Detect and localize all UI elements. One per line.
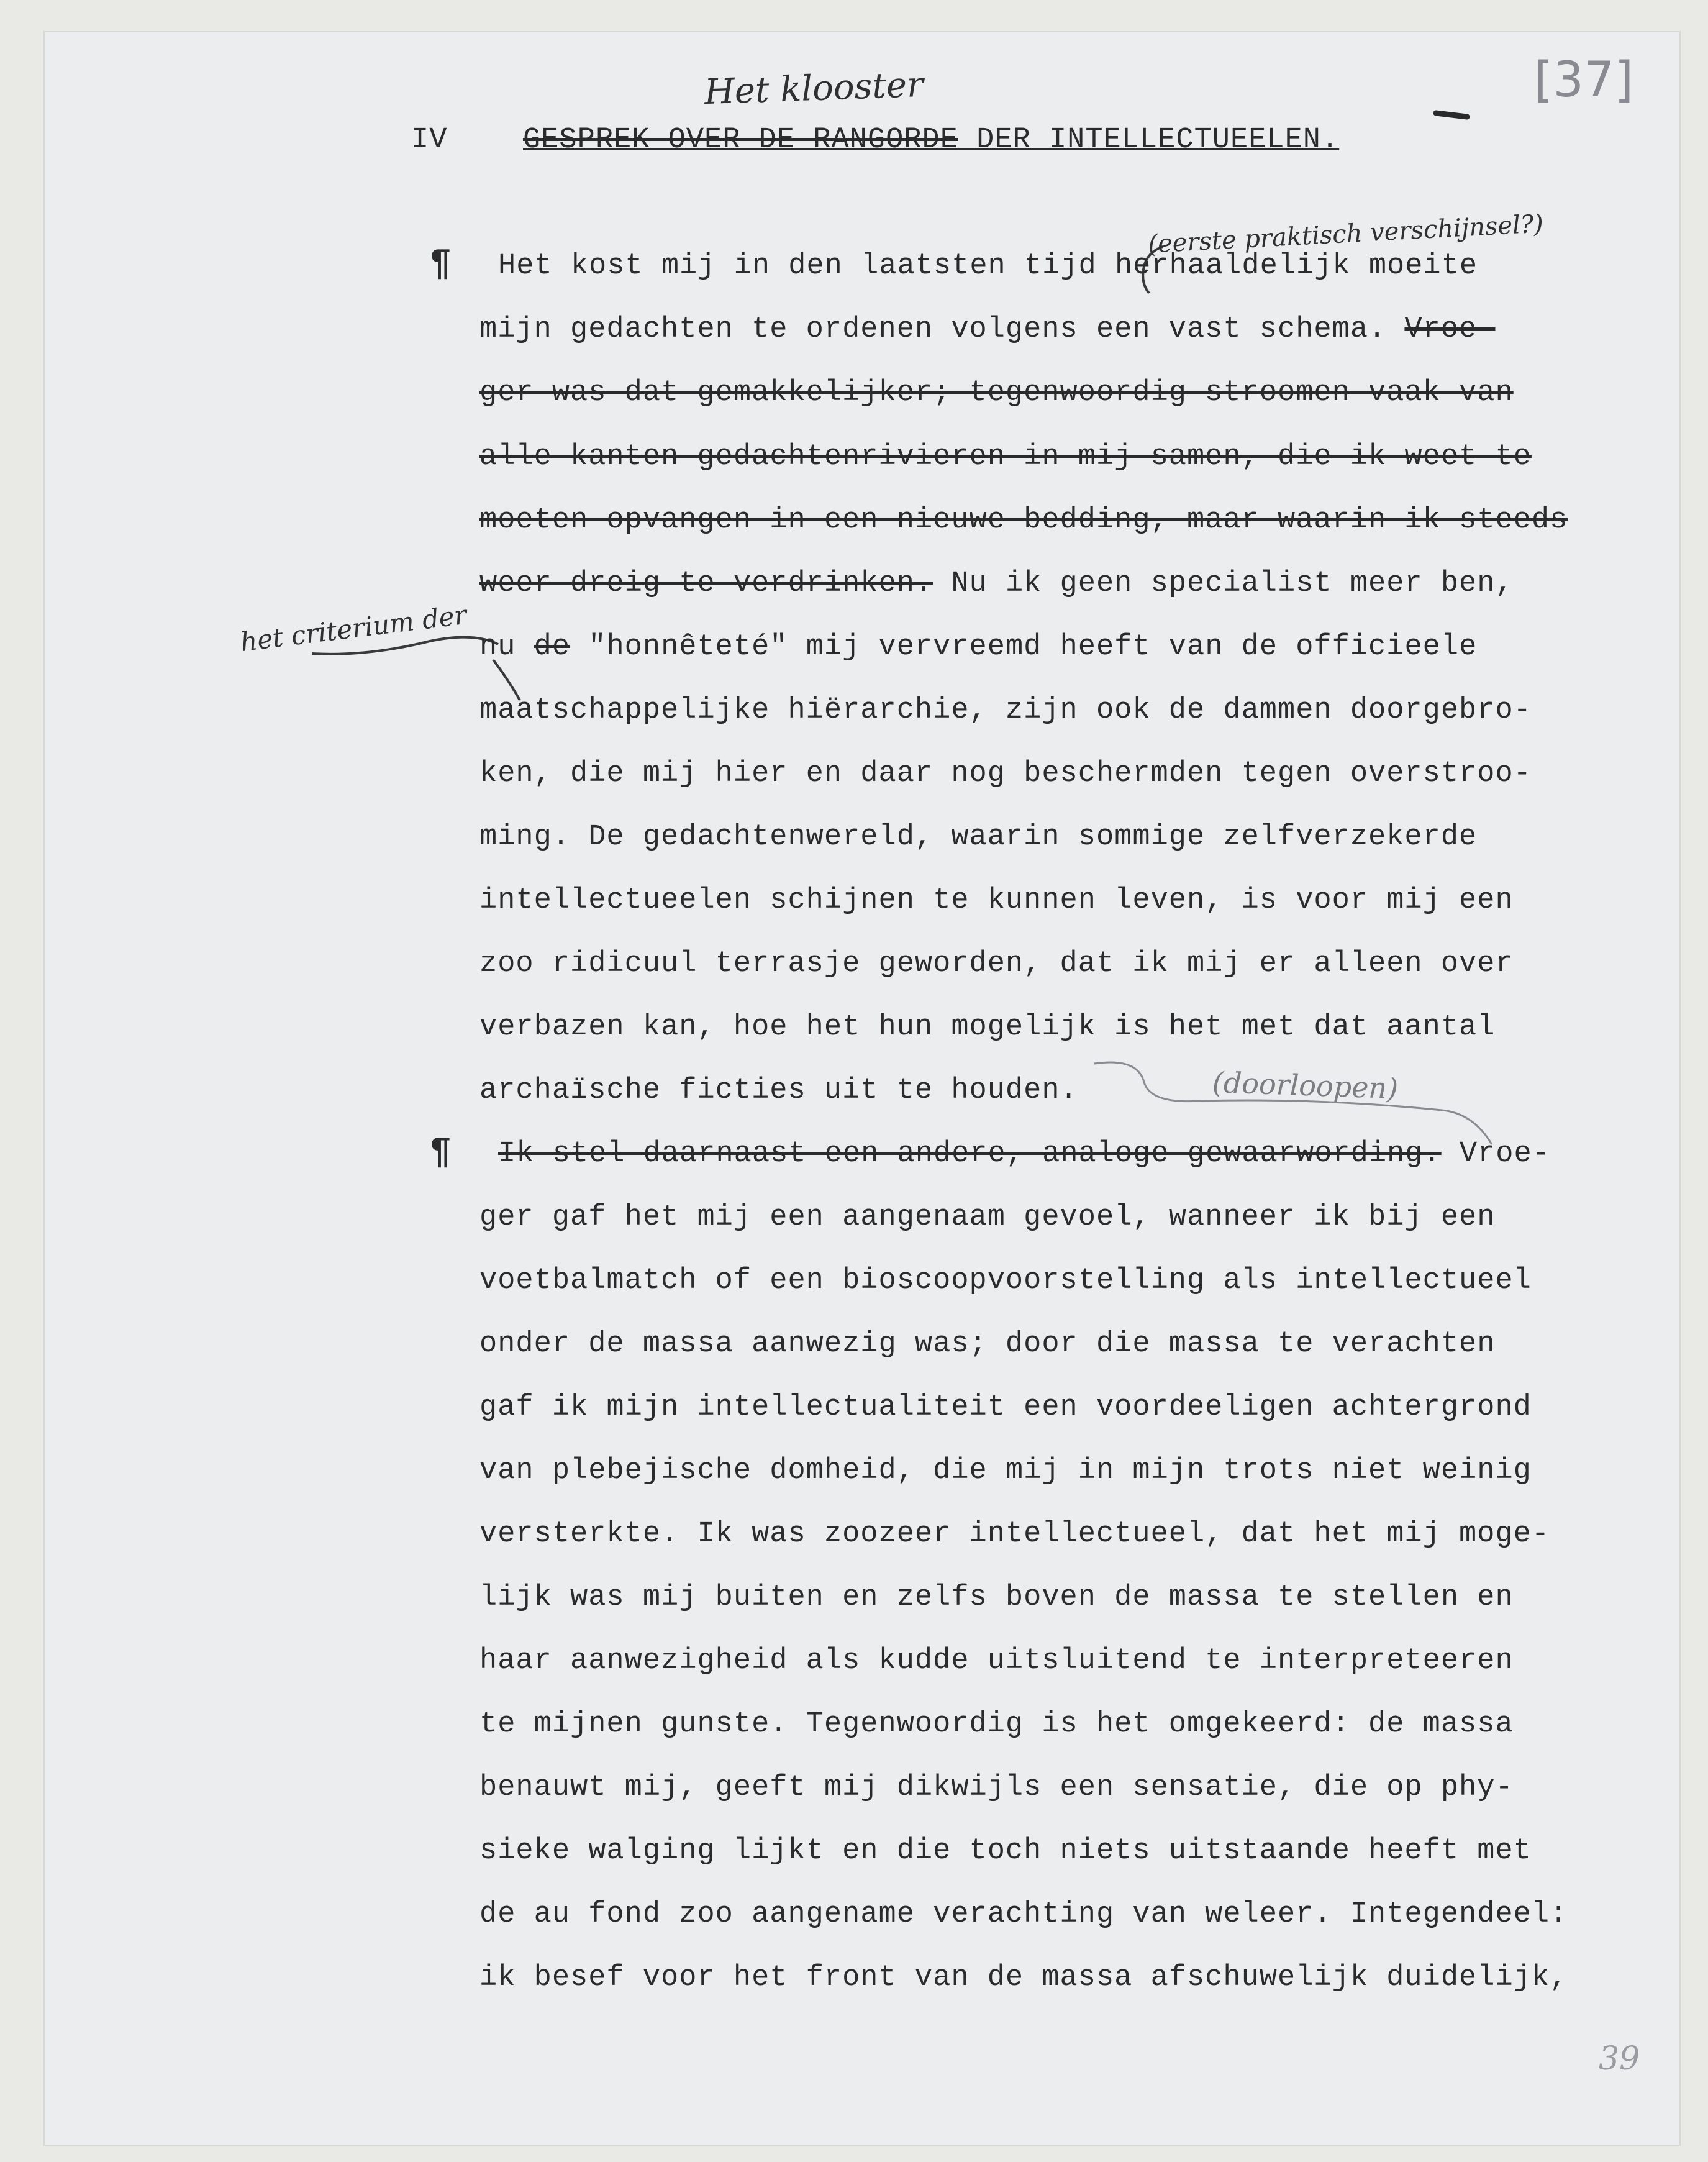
struck-segment: weer dreig te verdrinken.	[479, 567, 933, 600]
line-segment: Nu ik geen specialist meer ben,	[933, 567, 1514, 600]
text-line: onder de massa aanwezig was; door die massa te verachten	[479, 1328, 1496, 1361]
text-line: maatschappelijke hiërarchie, zijn ook de dammen doorgebro-	[479, 694, 1532, 727]
line-segment: "honnêteté" mij vervreemd heeft van de officieele	[570, 631, 1478, 664]
text-line: ming. De gedachtenwereld, waarin sommige zelfverzekerde	[479, 821, 1478, 854]
text-line: versterkte. Ik was zoozeer intellectueel, dat het mij moge-	[479, 1518, 1550, 1551]
top-right-insert: (eerste praktisch verschijnsel?)	[1147, 209, 1545, 259]
title-struck: GESPREK OVER DE RANGORDE	[523, 124, 958, 157]
text-line	[479, 315, 1495, 344]
text-line-struck: moeten opvangen in een nieuwe bedding, maar waarin ik steeds	[479, 504, 1568, 537]
line-segment: mijn gedachten te ordenen volgens een vast schema.	[479, 313, 1405, 346]
text-line: benauwt mij, geeft mij dikwijls een sensatie, die op phy-	[479, 1771, 1514, 1804]
text-line	[479, 632, 1477, 662]
text-line-struck: alle kanten gedachtenrivieren in mij samen, die ik weet te	[479, 440, 1532, 473]
text-line: Het kost mij in den laatsten tijd herhaaldelijk moeite	[498, 250, 1478, 283]
text-line: te mijnen gunste. Tegenwoordig is het omgekeerd: de massa	[479, 1708, 1514, 1741]
text-line: de au fond zoo aangename verachting van weleer. Integendeel:	[479, 1898, 1568, 1931]
text-line-struck: ger was dat gemakkelijker; tegenwoordig stroomen vaak van	[479, 376, 1514, 409]
text-line: haar aanwezigheid als kudde uitsluitend te interpreteeren	[479, 1644, 1514, 1677]
manuscript-page	[45, 32, 1679, 2145]
text-line: sieke walging lijkt en die toch niets uitstaande heeft met	[479, 1835, 1532, 1868]
struck-segment: Vroe-	[1404, 313, 1496, 346]
text-line	[479, 569, 1514, 598]
line-segment: nu	[479, 631, 534, 664]
top-right-dash	[1436, 113, 1467, 117]
text-line: ken, die mij hier en daar nog beschermden tegen overstroo-	[479, 757, 1532, 790]
text-line: verbazen kan, hoe het hun mogelijk is het met dat aantal	[479, 1011, 1496, 1044]
struck-segment: de	[534, 631, 571, 664]
paragraph-mark-2: ¶	[430, 1133, 452, 1173]
text-line: intellectueelen schijnen te kunnen leven, is voor mij een	[479, 884, 1514, 917]
text-line	[498, 1139, 1550, 1169]
title-handwritten-insert: Het klooster	[703, 64, 924, 113]
chapter-numeral: IV	[411, 124, 448, 157]
pencil-note: (doorloopen)	[1212, 1065, 1399, 1106]
text-line: lijk was mij buiten en zelfs boven de massa te stellen en	[479, 1581, 1514, 1614]
page-number-pencil: 39	[1599, 2040, 1640, 2078]
paragraph-mark-1: ¶	[430, 244, 452, 285]
text-line: van plebejische domheid, die mij in mijn trots niet weinig	[479, 1454, 1532, 1487]
text-line: ger gaf het mij een aangenaam gevoel, wanneer ik bij een	[479, 1201, 1496, 1234]
text-line: zoo ridicuul terrasje geworden, dat ik mij er alleen over	[479, 947, 1514, 980]
text-line: voetbalmatch of een bioscoopvoorstelling als intellectueel	[479, 1264, 1532, 1297]
text-line: archaïsche ficties uit te houden.	[479, 1074, 1078, 1107]
text-line: gaf ik mijn intellectualiteit een voordeeligen achtergrond	[479, 1391, 1532, 1424]
line-segment: Vroe-	[1441, 1138, 1550, 1170]
left-margin-note: het criterium der	[238, 599, 469, 658]
chapter-title	[523, 125, 1339, 155]
text-line: ik besef voor het front van de massa afschuwelijk duidelijk,	[479, 1961, 1568, 1994]
struck-segment: Ik stel daarnaast een andere, analoge gewaarwording.	[498, 1138, 1442, 1170]
title-tail: DER INTELLECTUEELEN.	[958, 124, 1340, 157]
archive-number: [37]	[1534, 52, 1634, 108]
